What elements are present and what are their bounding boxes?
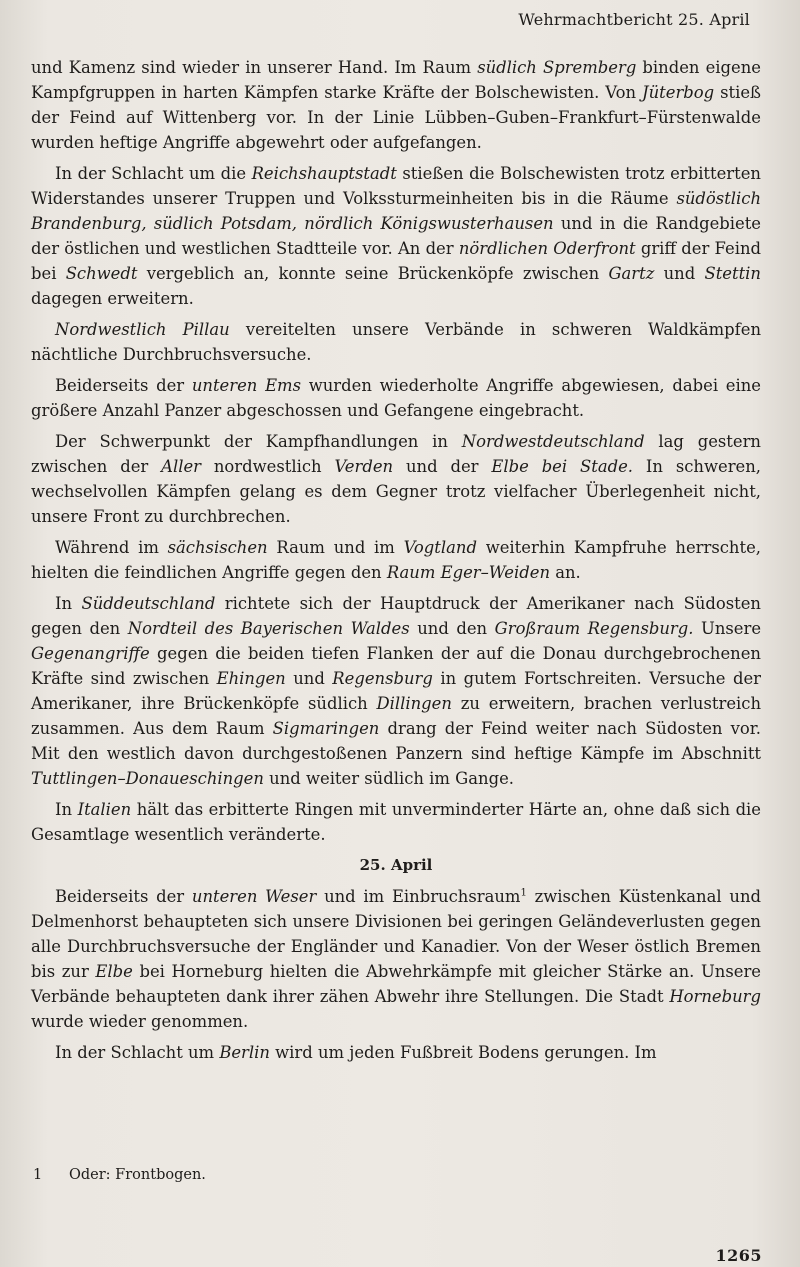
paragraph: In der Schlacht um Berlin wird um jeden Fußbreit Bodens gerungen. Im: [55, 1043, 657, 1062]
paragraph: und Kamenz sind wieder in unserer Hand. Im Raum südlich Spremberg binden eigene Kampfgruppen in harten Kämpfen starke Kräfte der Bolschewisten. Von Jüterbog stieß der Feind auf Wittenberg vor. In der Linie Lübben–Guben–Frankfurt–Fürstenwalde wurden heftige Angriffe abgewehrt oder aufgefangen.: [31, 58, 761, 152]
date-heading: 25. April: [359, 856, 433, 874]
body-text: [31, 55, 761, 1071]
paragraph: In Süddeutschland richtete sich der Hauptdruck der Amerikaner nach Südosten gegen den Nordteil des Bayerischen Waldes und den Großraum Regensburg. Unsere Gegenangriffe gegen die beiden tiefen Flanken der auf die Donau durchgebrochenen Kräfte sind zwischen Ehingen und Regensburg in gutem Fortschreiten. Versuche der Amerikaner, ihre Brückenköpfe südlich Dillingen zu erweitern, brachen verlustreich zusammen. Aus dem Raum Sigmaringen drang der Feind weiter nach Südosten vor. Mit den westlich davon durchgestoßenen Panzern sind heftige Kämpfe im Abschnitt Tuttlingen–Donaueschingen und weiter südlich im Gange.: [31, 594, 762, 788]
paragraph: Beiderseits der unteren Weser und im Einbruchsraum$^1$ zwischen Küstenkanal und Delmenhorst behaupteten sich unsere Divisionen bei geringen Geländeverlusten gegen alle Durchbruchsversuche der Engländer und Kanadier. Von der Weser östlich Bremen bis zur Elbe bei Horneburg hielten die Abwehrkämpfe mit gleicher Stärke an. Unsere Verbände behaupteten dank ihrer zähen Abwehr ihre Stellungen. Die Stadt Horneburg wurde wieder genommen.: [31, 887, 761, 1031]
paragraph: Während im sächsischen Raum und im Vogtland weiterhin Kampfruhe herrschte, hielten die feindlichen Angriffe gegen den Raum Eger–Weiden an.: [31, 538, 761, 582]
paragraph: Beiderseits der unteren Ems wurden wiederholte Angriffe abgewiesen, dabei eine größere Anzahl Panzer abgeschossen und Gefangene eingebracht.: [31, 376, 761, 420]
paragraph: Der Schwerpunkt der Kampfhandlungen in Nordwestdeutschland lag gestern zwischen der Aller nordwestlich Verden und der Elbe bei Stade. In schweren, wechselvollen Kämpfen gelang es dem Gegner trotz vielfacher Überlegenheit nicht, unsere Front zu durchbrechen.: [31, 432, 762, 526]
running-head: Wehrmachtbericht 25. April: [518, 10, 750, 29]
paragraph: Nordwestlich Pillau vereitelten unsere Verbände in schweren Waldkämpfen nächtliche Durchbruchsversuche.: [31, 320, 761, 364]
paragraph: In der Schlacht um die Reichshauptstadt stießen die Bolschewisten trotz erbitterten Widerstandes unserer Truppen und Volkssturmeinheiten bis in die Räume südöstlich Brandenburg, südlich Potsdam, nördlich Königswusterhausen und in die Randgebiete der östlichen und westlichen Stadtteile vor. An der nördlichen Oderfront griff der Feind bei Schwedt vergeblich an, konnte seine Brückenköpfe zwischen Gartz und Stettin dagegen erweitern.: [31, 164, 761, 308]
footnote-number: 1: [33, 1167, 43, 1183]
paragraph: In Italien hält das erbitterte Ringen mit unverminderter Härte an, ohne daß sich die Gesamtlage wesentlich veränderte.: [31, 800, 761, 844]
footnote-ref: 1: [520, 887, 527, 899]
page-number: 1265: [715, 1246, 762, 1265]
footnote: [33, 1167, 206, 1183]
footnote-text: Oder: Frontbogen.: [69, 1167, 206, 1183]
